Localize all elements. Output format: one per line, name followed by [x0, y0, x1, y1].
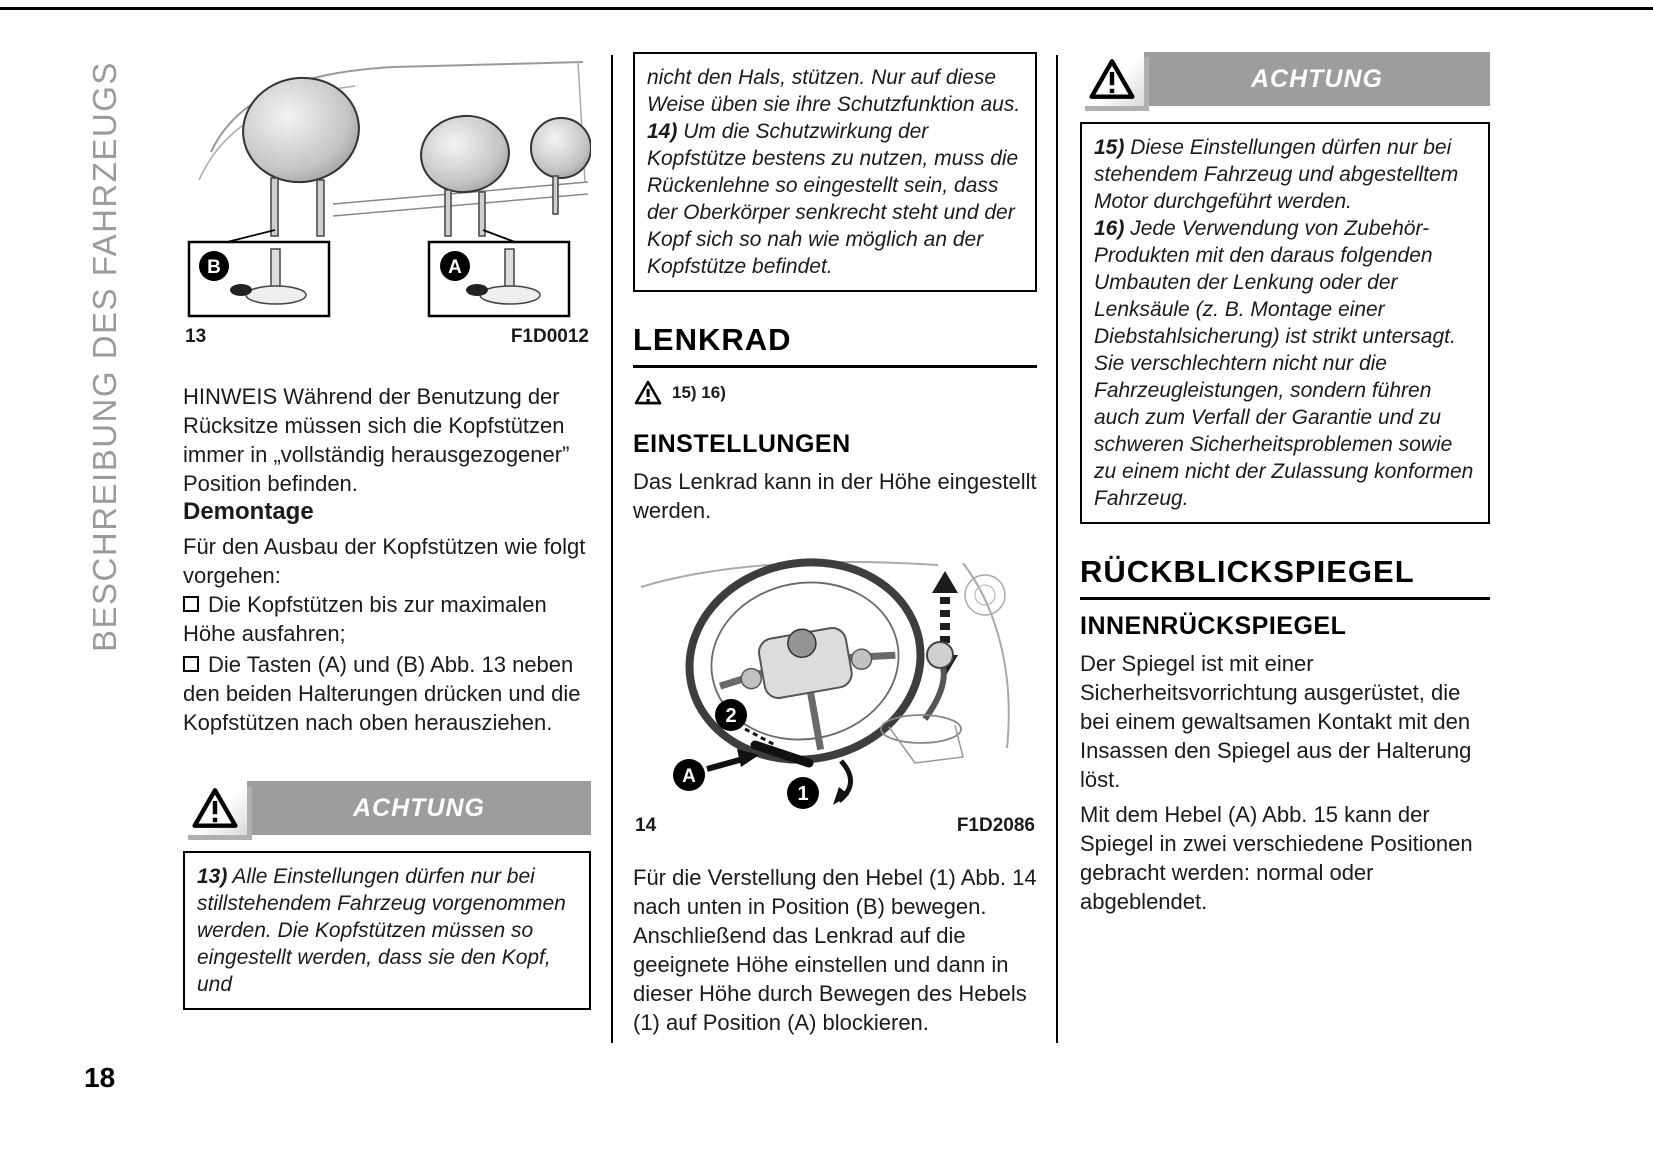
warning-reference-numbers: 15) 16) [672, 383, 726, 402]
figure-14-caption [633, 815, 1037, 837]
sidebar-chapter-title [86, 52, 134, 652]
note-15-number: 15) [1094, 136, 1125, 159]
einstellungen-subheading: EINSTELLUNGEN [633, 430, 851, 458]
chapter-title-vertical-text: BESCHREIBUNG DES FAHRZEUGS [86, 61, 123, 652]
column-divider-1 [611, 55, 613, 1043]
page-number: 18 [84, 1062, 116, 1093]
steering-wheel [674, 544, 937, 777]
warning-references [633, 380, 1037, 406]
warning-note-box-13 [183, 851, 591, 1010]
callout-a-label: A [682, 766, 696, 787]
note-16 [1094, 215, 1476, 512]
figure-14-code: F1D2086 [956, 815, 1035, 836]
warning-triangle-icon [183, 781, 247, 835]
bullet-item-1 [183, 590, 591, 648]
warning-note-box-15-16 [1080, 122, 1490, 524]
hinweis-paragraph: HINWEIS Während der Benutzung der Rücksitze müssen sich die Kopfstützen immer in „vollständig herausgezogener” Position befinden. [183, 384, 570, 496]
achtung-banner-col3 [1080, 52, 1490, 106]
bullet-1-text: Die Kopfstützen bis zur maximalen Höhe ausfahren; [183, 592, 547, 646]
square-bullet-icon [183, 656, 199, 672]
rueckblickspiegel-heading: RÜCKBLICKSPIEGEL [1080, 554, 1490, 600]
note-13-number: 13) [197, 865, 228, 888]
einstellungen-intro: Das Lenkrad kann in der Höhe eingestellt werden. [633, 469, 1037, 523]
note-15 [1094, 134, 1476, 215]
note-continuation-text: nicht den Hals, stützen. Nur auf diese Weise üben sie ihre Schutzfunktion aus. [647, 66, 1021, 116]
callout-1-label: 1 [797, 783, 809, 805]
bullet-2-text: Die Tasten (A) und (B) Abb. 13 neben den beiden Halterungen drücken und die Kopfstützen nach oben herausziehen. [183, 652, 581, 735]
square-bullet-icon [183, 596, 199, 612]
note-13 [197, 863, 577, 998]
note-16-number: 16) [1094, 217, 1125, 240]
demontage-intro: Für den Ausbau der Kopfstützen wie folgt vorgehen: [183, 534, 586, 588]
note-13-text: Alle Einstellungen dürfen nur bei stillstehendem Fahrzeug vorgenommen werden. Die Kopfstützen müssen so eingestellt werden, dass sie den Kopf, und [197, 865, 566, 996]
note-15-text: Diese Einstellungen dürfen nur bei stehendem Fahrzeug und abgestelltem Motor durchgeführt werden. [1094, 136, 1459, 213]
innenrueckspiegel-subheading: INNENRÜCKSPIEGEL [1080, 612, 1347, 640]
figure-13-inset-a [429, 242, 569, 316]
note-14 [647, 118, 1023, 280]
achtung-banner-col1 [183, 781, 591, 835]
callout-a-label: A [448, 257, 462, 278]
figure-13-headrest-illustration [183, 52, 591, 320]
warning-triangle-icon [1080, 52, 1144, 106]
spiegel-paragraph-2: Mit dem Hebel (A) Abb. 15 kann der Spiegel in zwei verschiedene Positionen gebracht werden: normal oder abgeblendet. [1080, 802, 1473, 914]
figure-13-number: 13 [185, 326, 207, 347]
figure-13-caption [183, 326, 591, 348]
lenkrad-body-paragraph: Für die Verstellung den Hebel (1) Abb. 14 nach unten in Position (B) bewegen. Anschließend das Lenkrad auf die geeignete Höhe einstellen und dann in dieser Höhe durch Bewegen des Hebels (1) auf Position (A) blockieren. [633, 865, 1037, 1035]
figure-14 [633, 543, 1037, 837]
column-divider-2 [1056, 55, 1058, 1043]
note-14-text: Um die Schutzwirkung der Kopfstütze bestens zu nutzen, muss die Rückenlehne so eingestellt sein, dass der Oberkörper senkrecht steht und der Kopf sich so nah wie möglich an der Kopfstütze befindet. [647, 120, 1019, 278]
column-3 [1080, 52, 1490, 916]
demontage-heading: Demontage [183, 498, 314, 525]
figure-14-number: 14 [635, 815, 657, 836]
warning-note-box-continuation [633, 52, 1037, 292]
note-14-number: 14) [647, 120, 678, 143]
column-2 [633, 52, 1037, 1037]
achtung-banner-label: ACHTUNG [247, 781, 591, 835]
achtung-banner-label: ACHTUNG [1144, 52, 1490, 106]
note-16-text: Jede Verwendung von Zubehör-Produkten mit den daraus folgenden Umbauten der Lenkung oder der Lenksäule (z. B. Montage einer Diebstahlsicherung) ist strikt untersagt. Sie verschlechtern nicht nur die Fahrzeugleistungen, sondern führen auch zum Verfall der Garantie und zu schweren Sicherheitsproblemen sowie zu einem nicht der Zulassung konformen Fahrzeug. [1094, 217, 1474, 510]
warning-triangle-small-icon [633, 380, 663, 406]
callout-2-label: 2 [725, 705, 737, 727]
figure-14-steering-wheel-illustration [633, 543, 1037, 809]
spiegel-paragraph-1: Der Spiegel ist mit einer Sicherheitsvorrichtung ausgerüstet, die bei einem gewaltsamen Kontakt mit den Insassen den Spiegel aus der Halterung löst. [1080, 651, 1472, 792]
bullet-item-2 [183, 650, 591, 737]
figure-13-inset-b [189, 242, 329, 316]
top-rule [0, 7, 1653, 10]
callout-b-label: B [207, 257, 221, 278]
column-1 [183, 52, 591, 1010]
lenkrad-heading: LENKRAD [633, 322, 1037, 368]
figure-13 [183, 52, 591, 348]
figure-13-code: F1D0012 [510, 326, 589, 347]
